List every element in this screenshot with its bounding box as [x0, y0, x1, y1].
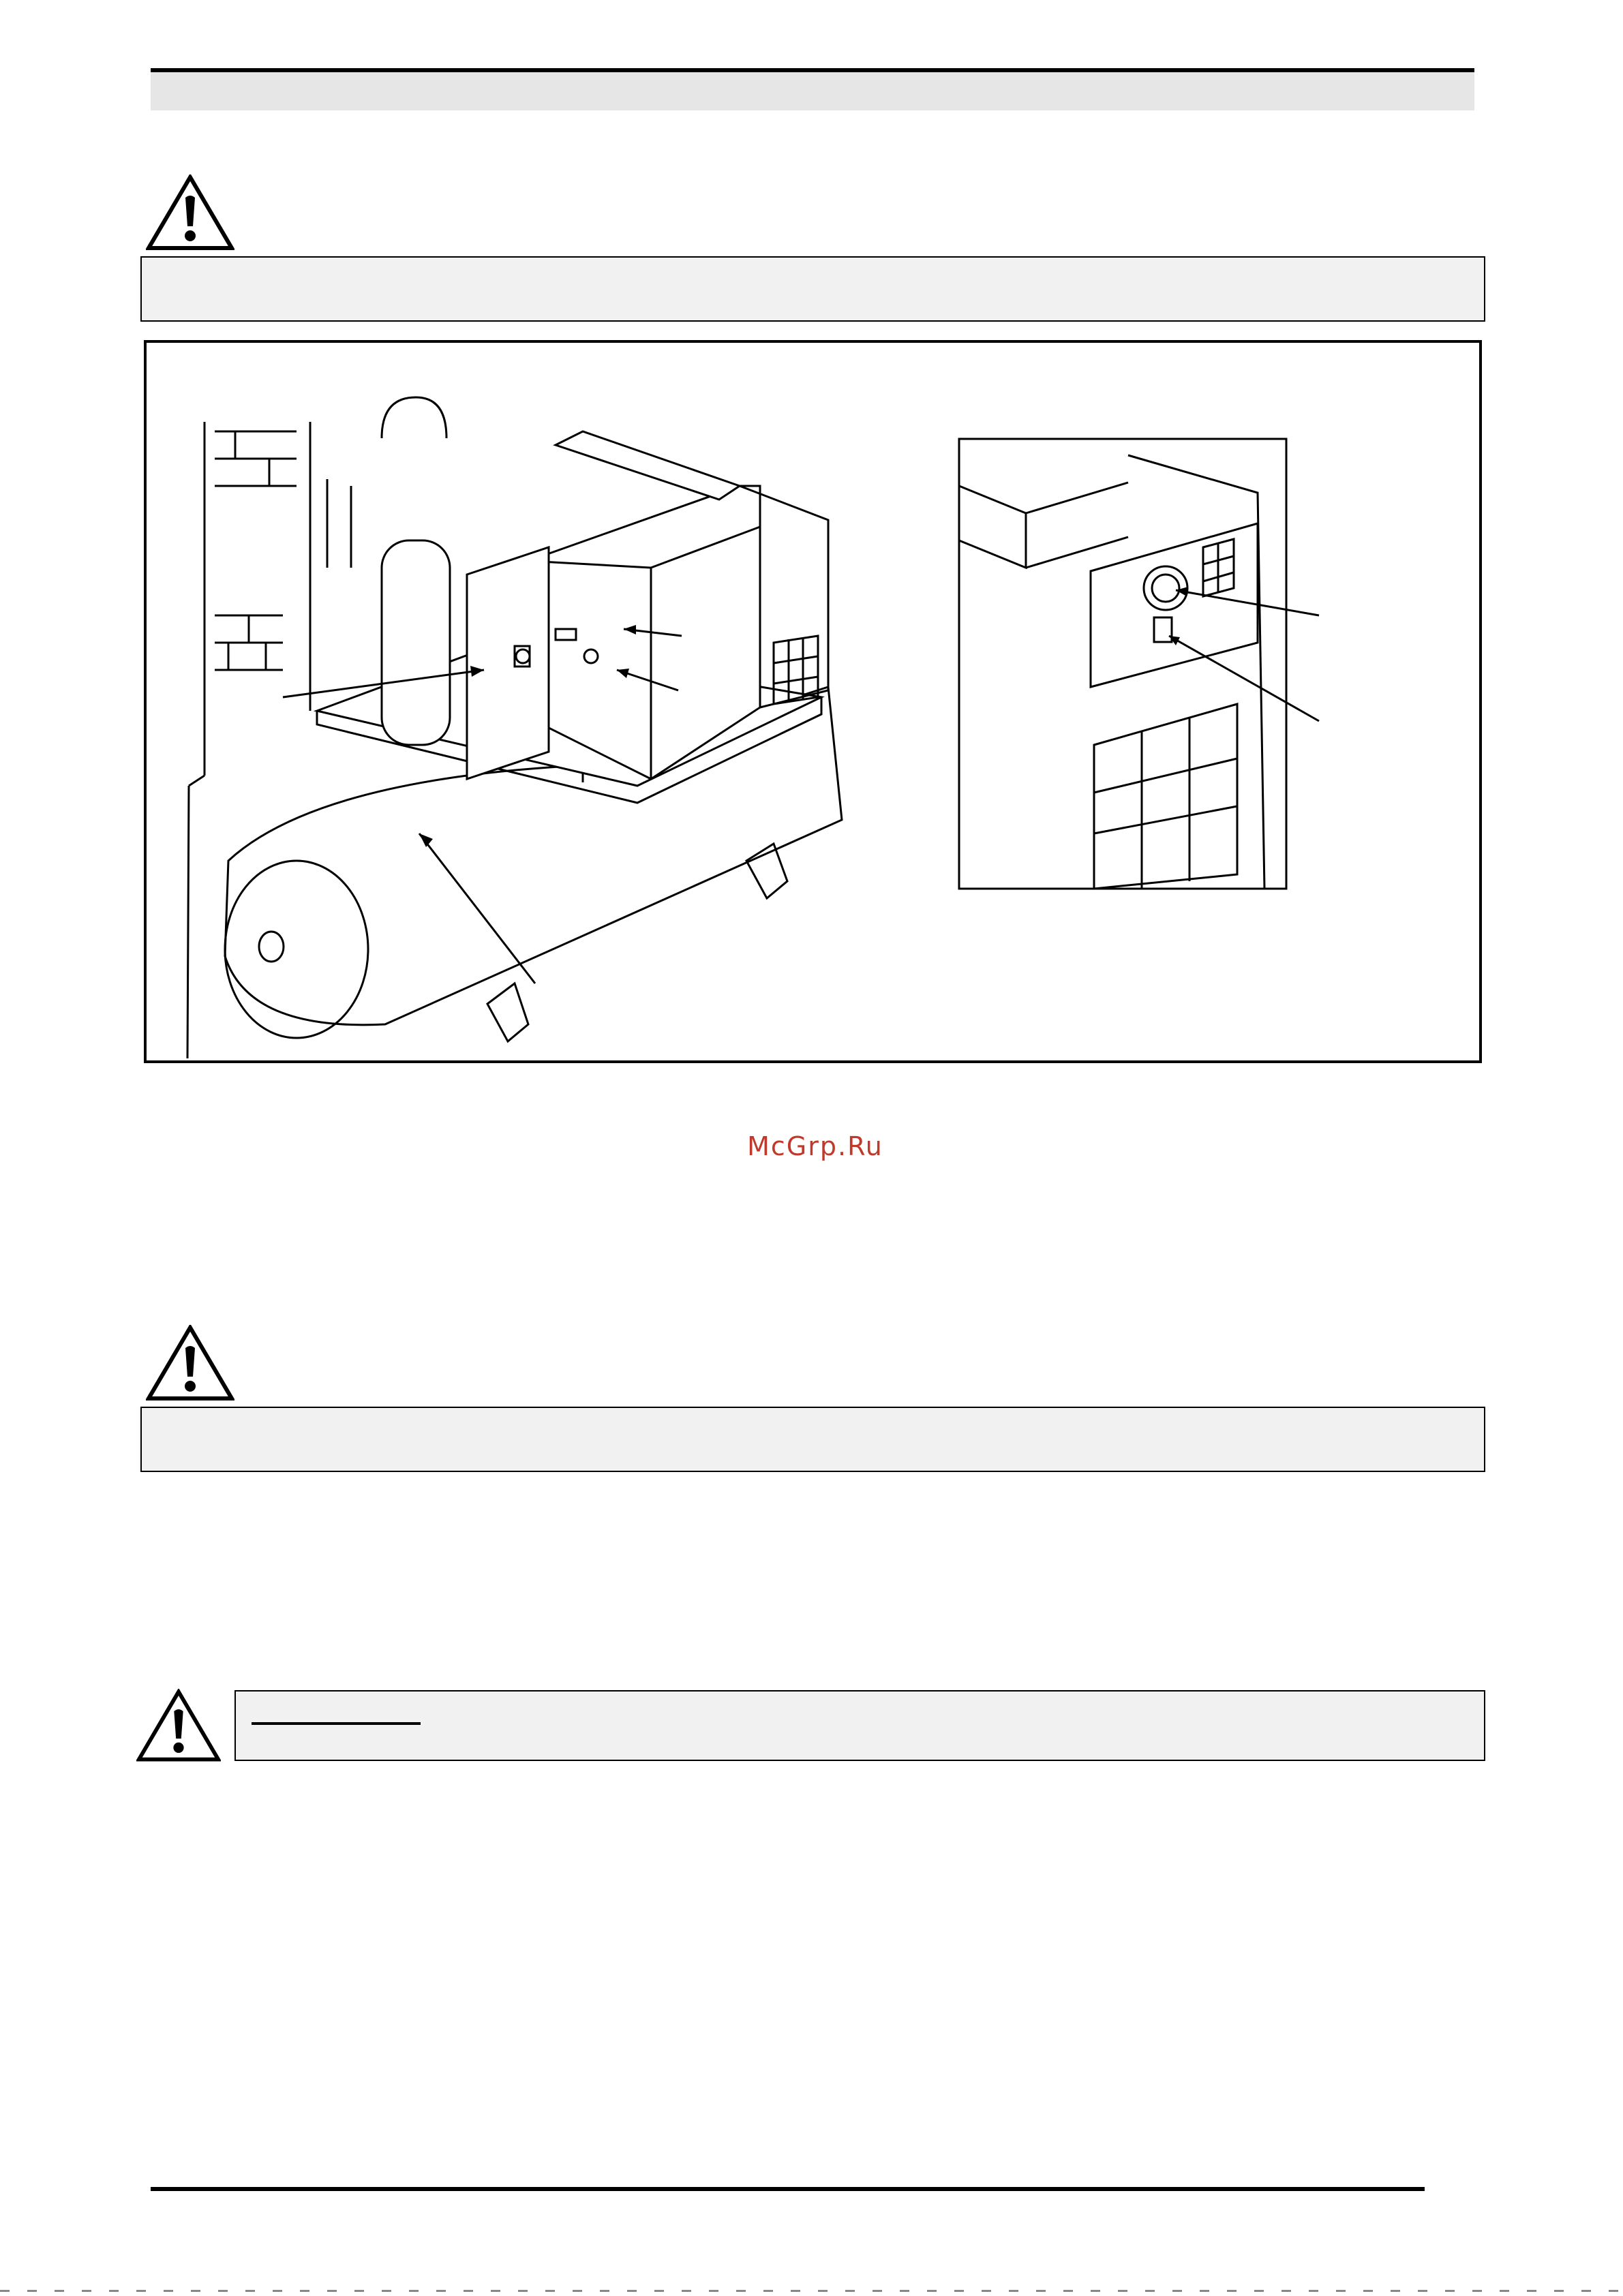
dryer-vessel: [327, 397, 450, 745]
header-band: [151, 72, 1474, 110]
watermark: McGrp.Ru: [747, 1131, 883, 1161]
note-box: [234, 1690, 1485, 1761]
warning-triangle-icon: [146, 174, 234, 251]
figure-frame: [144, 340, 1482, 1063]
note-heading-underline: [252, 1722, 421, 1725]
warning-triangle-icon: [136, 1689, 221, 1762]
scan-edge: [0, 2290, 1623, 2292]
compressor-illustration: [147, 343, 1479, 1060]
warning-triangle-icon: [146, 1325, 234, 1401]
warning-box-2: [140, 1407, 1485, 1472]
footer-rule: [151, 2187, 1425, 2191]
warning-box-1: [140, 256, 1485, 322]
inset-detail: [959, 439, 1319, 889]
